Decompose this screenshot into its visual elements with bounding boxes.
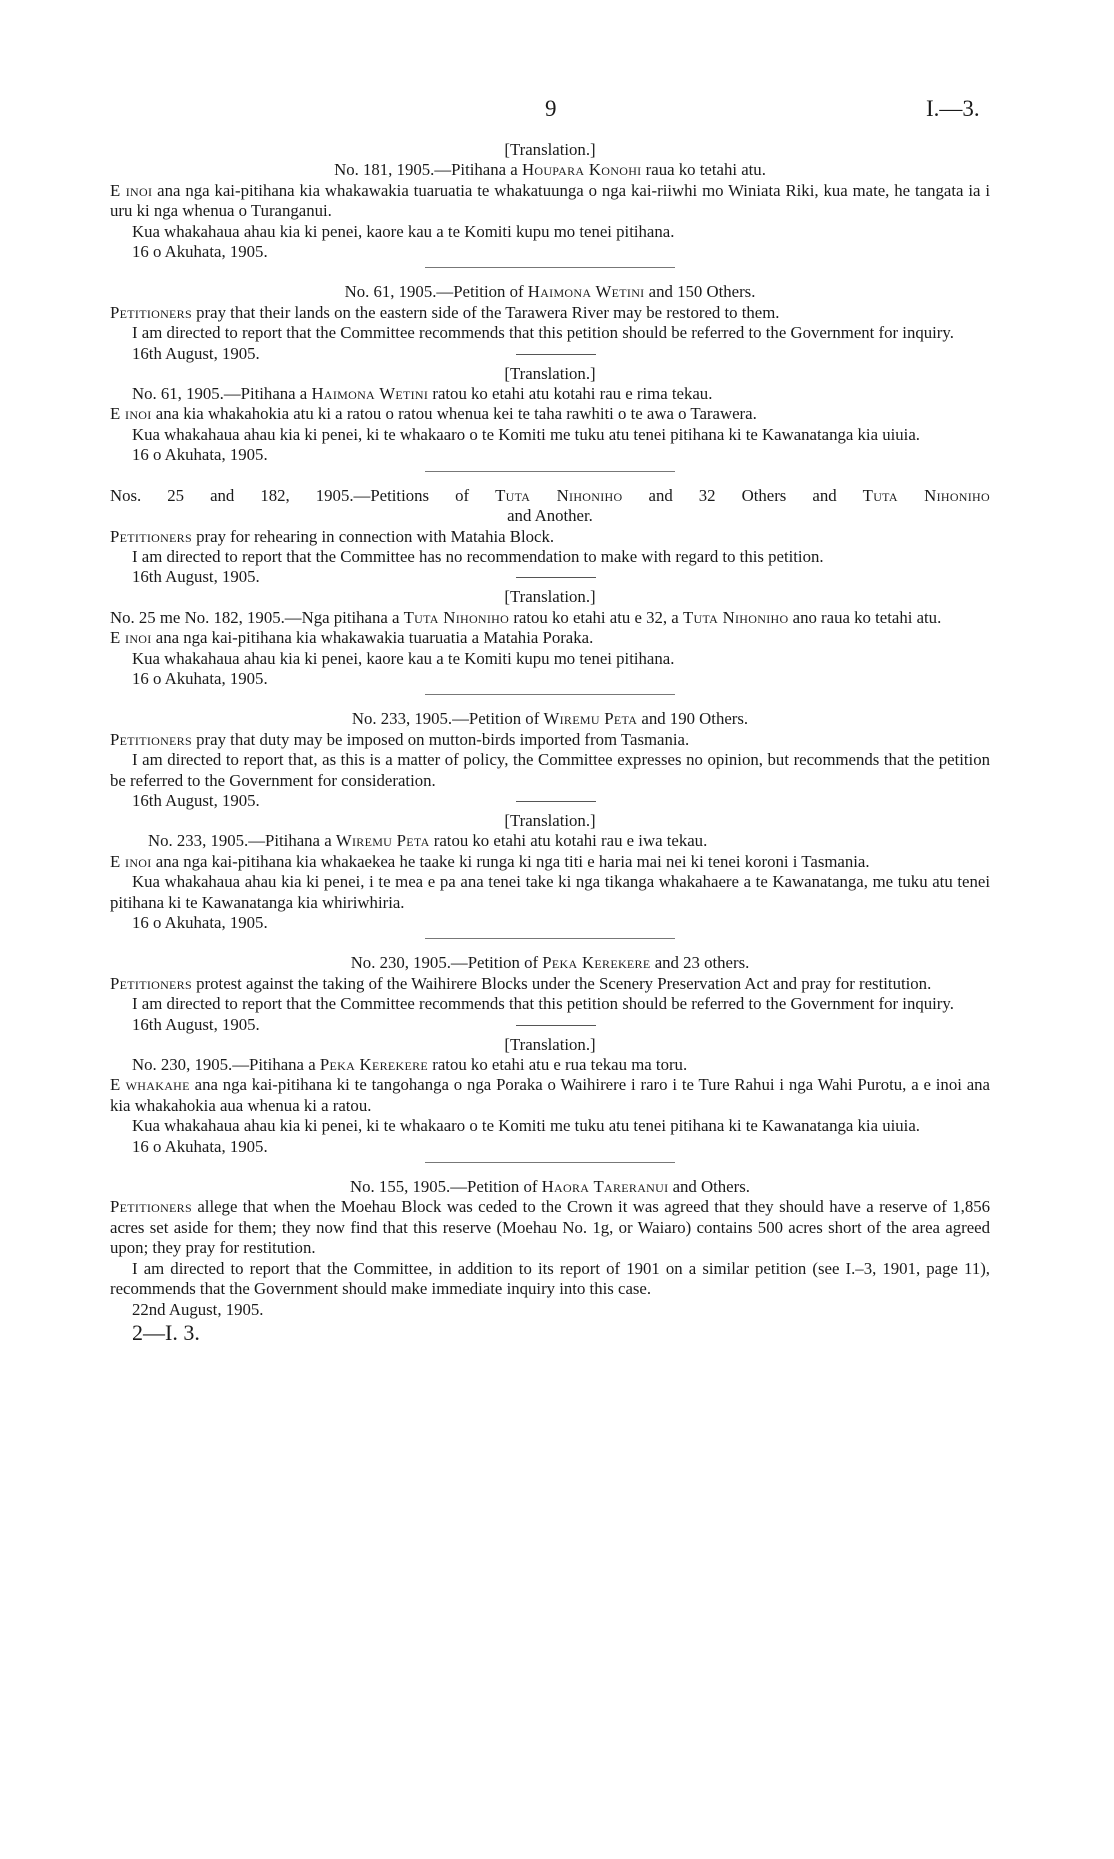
short-divider — [516, 354, 596, 355]
translation-report: Kua whakahaua ahau kia ki penei, i te mea e pa ana tenei take ki nga tikanga whakahaere a te Kawanatanga, me tuku atu tenei pitihana ki te Kawanatanga kia whiriwhiria. — [110, 872, 990, 912]
title-text: No. 61, 1905.—Petition of — [344, 282, 528, 302]
translation-title — [110, 1055, 990, 1075]
translation-paragraph — [110, 1075, 990, 1116]
translation-paragraph — [110, 628, 990, 648]
petitioner-name: Houpara Konohi — [521, 160, 642, 180]
petitioner-name: Peka Kerekere — [319, 1055, 429, 1075]
petition-title — [110, 160, 990, 180]
translation-label: [Translation.] — [504, 810, 596, 830]
paragraph-text: protest against the taking of the Waihirere Blocks under the Scenery Preservation Act and pray for restitution. — [191, 973, 932, 993]
translation-paragraph — [110, 852, 990, 872]
report-paragraph: I am directed to report that the Committee recommends that this petition should be referred to the Government for inquiry. — [132, 323, 954, 343]
report-date: 22nd August, 1905. — [132, 1299, 264, 1319]
translation-date: 16 o Akuhata, 1905. — [132, 1136, 268, 1156]
translation-report: Kua whakahaua ahau kia ki penei, kaore kau a te Komiti kupu mo tenei pitihana. — [132, 648, 675, 668]
petitioner-name: Wiremu Peta — [543, 709, 638, 729]
translation-label: [Translation.] — [504, 1034, 596, 1054]
paragraph-text: ana nga kai-pitihana kia whakaekea he taake ki runga ki nga titi e haria mai nei ki tenei koroni i Tasmania. — [151, 851, 870, 871]
section-divider — [425, 694, 675, 695]
date-line — [110, 344, 990, 364]
paragraph-text: pray that duty may be imposed on mutton-birds imported from Tasmania. — [191, 729, 690, 749]
report-date: 16th August, 1905. — [132, 790, 260, 810]
date-line — [110, 791, 990, 811]
petition-title — [110, 282, 990, 302]
title-text: ratou ko etahi atu kotahi rau e rima tekau. — [428, 384, 713, 404]
petitioner-name: Tuta Nihoniho — [403, 607, 510, 627]
report-paragraph: Kua whakahaua ahau kia ki penei, kaore kau a te Komiti kupu mo tenei pitihana. — [132, 221, 675, 241]
title-text: Nos. 25 and 182, 1905.—Petitions of — [110, 485, 496, 505]
paragraph-text: ana nga kai-pitihana kia whakawakia tuaruatia a Matahia Poraka. — [151, 628, 594, 648]
petition-paragraph — [110, 974, 990, 994]
petitioner-name: Tuta Nihoniho — [862, 485, 990, 505]
translation-report: Kua whakahaua ahau kia ki penei, ki te whakaaro o te Komiti me tuku atu tenei pitihana ki te Kawanatanga kia uiuia. — [132, 424, 920, 444]
petition-paragraph — [110, 730, 990, 750]
section-divider — [425, 1162, 675, 1163]
petition-title-cont: and Another. — [507, 506, 593, 526]
paragraph-text: ana nga kai-pitihana kia whakawakia tuaruatia te whakatuunga o nga kai-riiwhi mo Winiata Riki, kua mate, he tangata ia i uru ki nga whenua o Turanganui. — [110, 180, 991, 221]
title-text: and 32 Others and — [622, 485, 863, 505]
title-text: ratou ko etahi atu e rua tekau ma toru. — [428, 1055, 688, 1075]
title-text: and 150 Others. — [644, 282, 756, 302]
title-text: and 23 others. — [650, 953, 750, 973]
report-date: 16th August, 1905. — [132, 567, 260, 587]
title-text: No. 233, 1905.—Petition of — [351, 709, 544, 729]
page-content — [110, 140, 990, 1346]
paragraph-lead: E whakahe — [110, 1075, 190, 1095]
page-number: 9 — [545, 96, 557, 121]
title-text: and 190 Others. — [637, 709, 749, 729]
translation-title — [110, 831, 990, 851]
petitioner-name: Wiremu Peta — [335, 831, 430, 851]
translation-label: [Translation.] — [504, 140, 596, 159]
title-text: No. 61, 1905.—Pitihana a — [132, 384, 312, 404]
date-line — [110, 567, 990, 587]
title-text: No. 230, 1905.—Pitihana a — [132, 1055, 320, 1075]
report-paragraph: I am directed to report that, as this is a matter of policy, the Committee expresses no opinion, but recommends that the petition be referred to the Government for consideration. — [110, 750, 990, 790]
paragraph-lead: E inoi — [110, 180, 153, 200]
title-text: ano raua ko tetahi atu. — [788, 607, 942, 627]
translation-title — [110, 384, 990, 404]
date-line — [110, 1015, 990, 1035]
petition-title — [110, 1177, 990, 1197]
translation-label: [Translation.] — [504, 363, 596, 383]
printer-signature: 2—I. 3. — [132, 1319, 200, 1345]
translation-report: Kua whakahaua ahau kia ki penei, ki te whakaaro o te Komiti me tuku atu tenei pitihana ki te Kawanatanga kia uiuia. — [132, 1116, 920, 1136]
paragraph-text: ana kia whakahokia atu ki a ratou o ratou whenua kei te taha rawhiti o te awa o Tarawera. — [151, 404, 757, 424]
translation-label: [Translation.] — [504, 587, 596, 607]
paragraph-lead: E inoi — [110, 404, 152, 424]
translation-date: 16 o Akuhata, 1905. — [132, 668, 268, 688]
petitioner-name: Peka Kerekere — [542, 953, 651, 973]
paragraph-text: allege that when the Moehau Block was ceded to the Crown it was agreed that they should have a reserve of 1,856 acres set aside for them; they now find that this reserve (Moehau No. 1g, or Waiaro) contains 500 acres short of the area agreed upon; they pray for restitution. — [110, 1197, 990, 1258]
paragraph-text: pray that their lands on the eastern side of the Tarawera River may be restored to them. — [191, 302, 780, 322]
petition-paragraph — [110, 1197, 990, 1258]
title-text: raua ko tetahi atu. — [641, 160, 766, 180]
title-text: and Others. — [668, 1177, 750, 1197]
petition-title — [110, 953, 990, 973]
report-paragraph: I am directed to report that the Committee, in addition to its report of 1901 on a similar petition (see I.–3, 1901, page 11), recommends that the Government should make immediate inquiry into this case. — [110, 1258, 990, 1299]
title-text: No. 181, 1905.—Pitihana a — [334, 160, 522, 180]
page-reference: I.—3. — [926, 96, 980, 121]
paragraph-text: ana nga kai-pitihana ki te tangohanga o nga Poraka o Waihirere i raro i te Ture Rahui i nga Wahi Purotu, a e inoi ana kia whakahokia aua whenua ki a ratou. — [110, 1075, 990, 1115]
paragraph-lead: Petitioners — [110, 526, 192, 546]
paragraph-lead: Petitioners — [110, 729, 192, 749]
translation-date: 16 o Akuhata, 1905. — [132, 445, 268, 465]
section-divider — [425, 471, 675, 472]
petitioner-name: Tuta Nihoniho — [682, 607, 789, 627]
petition-title — [110, 486, 990, 506]
report-date: 16th August, 1905. — [132, 343, 260, 363]
translation-title — [110, 608, 990, 628]
petition-paragraph — [110, 303, 990, 323]
petition-paragraph — [110, 527, 990, 547]
petitioner-name: Tuta Nihoniho — [495, 485, 623, 505]
short-divider — [516, 1025, 596, 1026]
petitioner-name: Haimona Wetini — [527, 282, 645, 302]
short-divider — [516, 577, 596, 578]
petitioner-name: Haora Tareranui — [541, 1177, 669, 1197]
paragraph-lead: Petitioners — [110, 302, 192, 322]
report-paragraph: I am directed to report that the Committee recommends that this petition should be referred to the Government for inquiry. — [132, 994, 954, 1014]
title-text: ratou ko etahi atu e 32, a — [509, 607, 683, 627]
short-divider — [516, 801, 596, 802]
title-text: No. 155, 1905.—Petition of — [350, 1177, 542, 1197]
report-date: 16 o Akuhata, 1905. — [132, 242, 268, 262]
petition-title — [110, 709, 990, 729]
petition-paragraph — [110, 181, 990, 222]
petitioner-name: Haimona Wetini — [311, 384, 429, 404]
translation-paragraph — [110, 404, 990, 424]
paragraph-lead: E inoi — [110, 851, 152, 871]
report-paragraph: I am directed to report that the Committee has no recommendation to make with regard to this petition. — [132, 546, 824, 566]
title-text: No. 230, 1905.—Petition of — [350, 953, 543, 973]
section-divider — [425, 267, 675, 268]
title-text: No. 233, 1905.—Pitihana a — [148, 831, 336, 851]
section-divider — [425, 938, 675, 939]
paragraph-lead: E inoi — [110, 628, 152, 648]
paragraph-text: pray for rehearing in connection with Matahia Block. — [191, 526, 555, 546]
paragraph-lead: Petitioners — [110, 973, 192, 993]
report-date: 16th August, 1905. — [132, 1014, 260, 1034]
paragraph-lead: Petitioners — [110, 1197, 192, 1217]
translation-date: 16 o Akuhata, 1905. — [132, 913, 268, 932]
title-text: No. 25 me No. 182, 1905.—Nga pitihana a — [110, 607, 404, 627]
title-text: ratou ko etahi atu kotahi rau e iwa tekau. — [429, 831, 708, 851]
